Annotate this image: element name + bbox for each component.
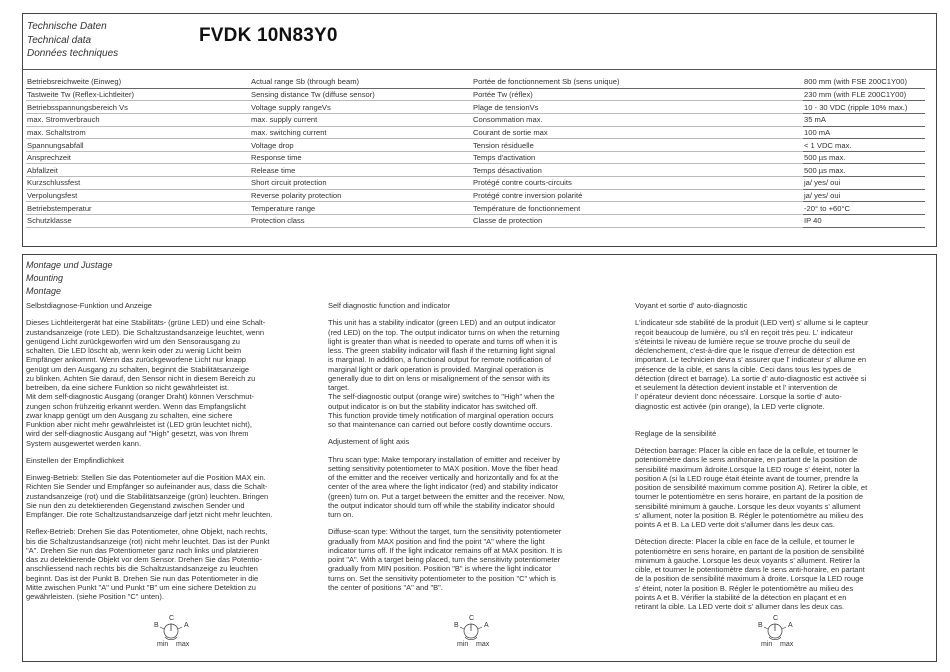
mounting-title — [26, 259, 113, 297]
spec-label-de: Kurzschlussfest — [26, 177, 250, 190]
section-heading: Self diagnostic function and indicator — [328, 301, 451, 310]
spec-row — [26, 126, 925, 139]
potentiometer-dial-icon — [745, 611, 805, 651]
section-heading: Adjustement of light axis — [328, 437, 410, 447]
spec-row — [26, 177, 925, 190]
dial-label-c: C — [773, 615, 779, 622]
paragraph: Einweg-Betrieb: Stellen Sie das Potentiometer auf die Position MAX ein. Richten Sie Sender und Empfänger so aufeinander aus, dass die Schalt- zustandsanzeige (rot) und die Stabilitätsanzeige (grün) leuchten. Bringen Sie nun den zu detektierenden Gegenstand zwischen Sender und Empfänger. Die rote Schaltzustandsanzeige darf jetzt nicht mehr leuchten. — [26, 473, 273, 519]
dial-label-min: min — [457, 641, 469, 648]
paragraph: This unit has a stability indicator (green LED) and an output indicator (red LED) on the top. The output indicator turns on when the returning light is greater than what is needed to operate and turns off when it is less. The green stability indicator will flash if the returning light signal is marginal. In addition, a functional output for remote notification of marginal light or dark operation is provided. Marginal operation is generally due to dirt on lens or misalignement of the sensor with its target. The self-diagnostic output (orange wire) switches to "High" when the output indicator is on but the stability indicator has switched off. This function provide timely notification of marginal operation occurs so that maintenance can carried out before costly downtime occurs. — [328, 318, 560, 429]
mounting-title-fr: Montage — [26, 285, 62, 296]
spec-label-en: Sensing distance Tw (diffuse sensor) — [250, 88, 472, 101]
spec-row — [26, 88, 925, 101]
potentiometer-dial-icon — [441, 611, 501, 651]
spec-label-fr: Classe de protection — [472, 215, 803, 228]
spec-label-de: Betriebstemperatur — [26, 202, 250, 215]
spec-label-fr: Température de fonctionnement — [472, 202, 803, 215]
spec-value: 800 mm (with FSE 200C1Y00) — [803, 76, 925, 88]
dial-label-a: A — [184, 622, 189, 629]
spec-label-de: Verpolungsfest — [26, 189, 250, 202]
spec-label-fr: Plage de tensionVs — [472, 101, 803, 114]
spec-label-en: Release time — [250, 164, 472, 177]
column-german — [26, 301, 316, 601]
spec-label-en: Response time — [250, 151, 472, 164]
spec-row — [26, 113, 925, 126]
spec-label-fr: Portée de fonctionnement Sb (sens unique) — [472, 76, 803, 88]
section-heading: Einstellen der Empfindlichkeit — [26, 455, 124, 465]
dial-label-a: A — [484, 622, 489, 629]
spec-label-fr: Consommation max. — [472, 113, 803, 126]
spec-label-de: max. Schaltstrom — [26, 126, 250, 139]
spec-value: -20° to +60°C — [803, 202, 925, 215]
spec-row — [26, 151, 925, 164]
dial-label-c: C — [469, 615, 475, 622]
spec-value: ja/ yes/ oui — [803, 177, 925, 190]
spec-value: ja/ yes/ oui — [803, 189, 925, 202]
paragraph: Reflex-Betrieb: Drehen Sie das Potentiometer, ohne Objekt, nach rechts, bis die Schaltzustandsanzeige (rot) nicht mehr leuchtet. Das ist der Punkt "A". Drehen Sie nun das Potentiometer ganz nach links und platzieren das zu detektierende Objekt vor dem Sensor. Drehen Sie das Potentio- anschliessend nach rechts bis die Schaltzustandsanzeige zu leuchten beginnt. Das ist der Punkt B. Drehen Sie nun das Potentiometer in die Mitte zwischen Punkt "A" und Punkt "B" um eine sichere Detektion zu gewährleisten. (siehe Position "C" unten). — [26, 527, 270, 601]
spec-row — [26, 215, 925, 228]
spec-label-en: Voltage supply rangeVs — [250, 101, 472, 114]
spec-row — [26, 139, 925, 152]
potentiometer-dial-icon — [141, 611, 201, 651]
spec-label-de: Ansprechzeit — [26, 151, 250, 164]
title-en: Technical data — [27, 34, 92, 46]
spec-label-de: Spannungsabfall — [26, 139, 250, 152]
spec-label-de: max. Stromverbrauch — [26, 113, 250, 126]
title-fr: Données techniques — [27, 48, 119, 59]
spec-label-en: Reverse polarity protection — [250, 189, 472, 202]
spec-value: 500 µs max. — [803, 164, 925, 177]
spec-label-fr: Temps d'activation — [472, 151, 803, 164]
spec-row — [26, 164, 925, 177]
model-number: FVDK 10N83Y0 — [199, 25, 338, 46]
spec-label-en: Protection class — [250, 215, 472, 228]
paragraph: Détection directe: Placer la cible en face de la cellule, et tourner le potentiomètre en sens horaire, en partant de la position de sensibilité minimum à gauche. Lorsque les deux voyants s' allument. Retirer la cible, et tourner le potentiomètre dans le sens anti-horaire, en partant de la position de sensibilité maximum à droite. Lorsque la LED rouge s' éteint, noter la position B. Régler le potentiomètre au milieu des points A et B. Vérifier la stabilité de la détection en plaçant et en retirant la cible. La LED verte doit s' allumer dans les deux cas. — [635, 537, 865, 611]
spec-label-en: Short circuit protection — [250, 177, 472, 190]
dial-label-b: B — [454, 622, 459, 629]
section-heading: Reglage de la sensibilité — [635, 428, 717, 438]
dial-label-max: max — [476, 641, 490, 648]
spec-value: 35 mA — [803, 113, 925, 126]
spec-label-fr: Protégé contre courts-circuits — [472, 177, 803, 190]
spec-value: 230 mm (with FLE 200C1Y00) — [803, 88, 925, 101]
section-heading: Selbstdiagnose-Funktion und Anzeige — [26, 301, 152, 310]
mounting-box — [22, 254, 937, 662]
header-divider — [22, 69, 937, 70]
spec-value: 10 - 30 VDC (ripple 10% max.) — [803, 101, 925, 114]
mounting-title-de: Montage und Justage — [26, 260, 113, 270]
section-heading: Voyant et sortie d' auto-diagnostic — [635, 301, 748, 310]
spec-label-en: Voltage drop — [250, 139, 472, 152]
spec-label-fr: Tension résiduelle — [472, 139, 803, 152]
technical-data-title — [27, 20, 118, 61]
spec-value: IP 40 — [803, 215, 925, 228]
spec-row — [26, 101, 925, 114]
spec-label-de: Betriebsspannungsbereich Vs — [26, 101, 250, 114]
spec-label-de: Schutzklasse — [26, 215, 250, 228]
dial-label-min: min — [761, 641, 773, 648]
spec-label-de: Tastweite Tw (Reflex-Lichtleiter) — [26, 88, 250, 101]
column-english — [328, 301, 618, 592]
spec-label-en: max. supply current — [250, 113, 472, 126]
column-french — [635, 301, 931, 611]
spec-table — [26, 76, 925, 228]
spec-label-de: Abfallzeit — [26, 164, 250, 177]
technical-data-box — [22, 13, 937, 247]
mounting-title-en: Mounting — [26, 272, 64, 283]
spec-row — [26, 202, 925, 215]
dial-label-b: B — [758, 622, 763, 629]
spec-label-en: max. switching current — [250, 126, 472, 139]
dial-label-a: A — [788, 622, 793, 629]
spec-label-en: Temperature range — [250, 202, 472, 215]
paragraph: Détection barrage: Placer la cible en face de la cellule, et tourner le potentiomètre dans le sens antihoraire, en partant de la position de sensibilité maximum âdroite.Lorsque la LED rouge s' éteint, noter la position A (si la LED rouge était éteinte avant de tourner, prendre la position de sensibilité maximum comme position A). Retirer la cible, et tourner le potentiomètre en sens horaire, en partant de la position de sensibilité minimum à gauche. Lorsque les deux voyants s' allument s' allument, noter la position B. Régler le potentiomètre au milieu des points A et B. La LED verte doit s'allumer dans les deux cas. — [635, 446, 868, 529]
spec-value: 100 mA — [803, 126, 925, 139]
paragraph: Diffuse-scan type: Without the target, turn the sensitivity potentiometer gradually from MAX position and find the point "A" where the light indicator turns off. If the light indicator remains off at MAX position. It is point "A". With a target being placed, turn the sensitivity potentiometer gradually from MIN position. Position "B" is where the light indicator turns on. Set the sensitivity potentiometer to the position "C" which is the center of positions "A" and "B". — [328, 527, 563, 592]
spec-label-fr: Portée Tw (réflex) — [472, 88, 803, 101]
spec-label-fr: Protégé contre inversion polarité — [472, 189, 803, 202]
paragraph: L'indicateur sde stabilité de la produit (LED vert) s' allume si le capteur reçoit beaucoup de lumière, ou s'il en reçoit très peu. L' indicateur s'éteintsi le niveau de lumière reçue se trouve proche du seuil de déclenchement, c'est-à-dire que le risque d'erreur de détection est important. Le technicien devra s' assurer que l' indicateur s' allume en présence de la cible, et sans la cible. Ceci dans tous les types de détection (direct et barrage). La sortie d' auto-diagnostic est activée si et seulement la détection devient instable et l' intervention de l' opérateur devient donc nécessaire. Lorsque la sortie d' auto- diagnostic est activée (pin orange), la LED verte clignote. — [635, 318, 869, 411]
dial-label-min: min — [157, 641, 169, 648]
dial-label-max: max — [780, 641, 794, 648]
dial-label-c: C — [169, 615, 175, 622]
title-de: Technische Daten — [27, 21, 107, 32]
dial-label-max: max — [176, 641, 190, 648]
spec-label-fr: Courant de sortie max — [472, 126, 803, 139]
spec-label-en: Actual range Sb (through beam) — [250, 76, 472, 88]
dial-label-b: B — [154, 622, 159, 629]
spec-label-fr: Temps désactivation — [472, 164, 803, 177]
spec-value: < 1 VDC max. — [803, 139, 925, 152]
spec-label-de: Betriebsreichweite (Einweg) — [26, 76, 250, 88]
spec-value: 500 µs max. — [803, 151, 925, 164]
paragraph: Thru scan type: Make temporary installation of emitter and receiver by setting sensitivity potentiometer to MAX position. Move the fiber head of the emitter and the receiver vertically and horizontally and fix at the center of the area where the light indicator (red) and stability indicator (green) turn on. Put a target between the emitter and the receiver. Now, the output indicator should turn off while the stability indicator should turn on. — [328, 454, 565, 519]
spec-row — [26, 189, 925, 202]
spec-row — [26, 76, 925, 88]
paragraph: Dieses Lichtleitergerät hat eine Stabilitäts- (grüne LED) und eine Schalt- zustandsanzeige (rote LED). Die Schaltzustandsanzeige leuchtet, wenn genügend Licht zurückgeworfen wird um den Sensorausgang zu schalten. Die LED löscht ab, wenn kein oder zu wenig Licht beim Empfänger ankommt. Wenn das zurückgeworfene Licht nur knapp genügt um den Ausgang zu schalten, beginnt die Stabilitätsanzeige zu blinken. Achten Sie darauf, den Sensor nicht in diesem Bereich zu betreiben, da eine sichere Funktion so nicht gewährleistet ist. Mit dem self-diagnostic Ausgang (oranger Draht) können Verschmut- zungen schon frühzeitig erkannt werden. Wenn das Empfangslicht zwar knapp genügt um den Ausgang zu schalten, eine sichere Funktion aber nicht mehr gewährleistet ist (LED grün leuchtet nicht), wird der self-diagnostic Ausgang auf "High" gesetzt, was von Ihrem System ausgewertet werden kann. — [26, 318, 266, 448]
